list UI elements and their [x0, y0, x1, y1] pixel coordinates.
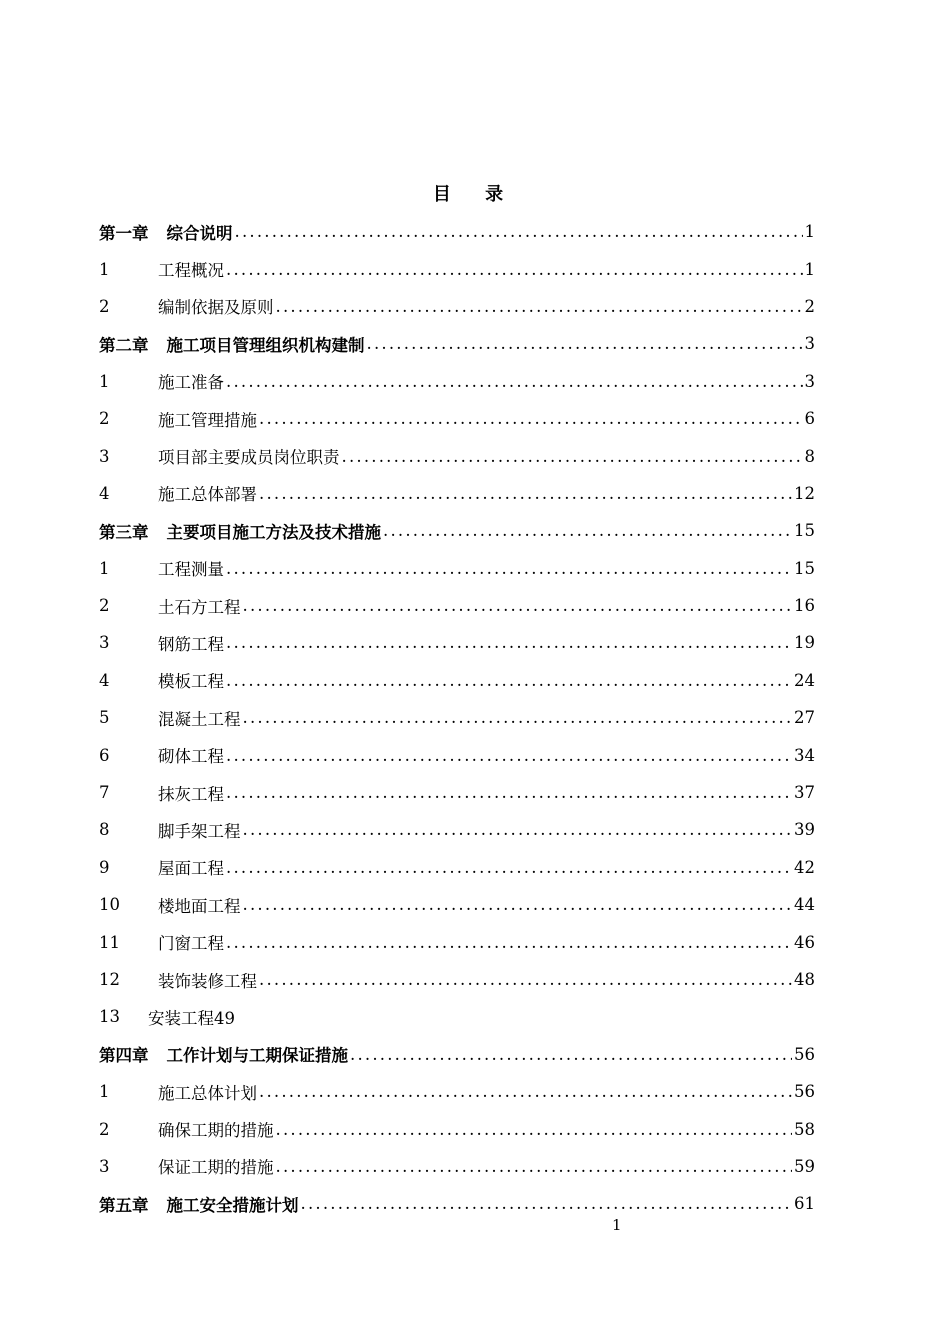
- toc-entry-label: 编制依据及原则: [158, 298, 274, 318]
- toc-entry[interactable]: [99, 624, 815, 661]
- toc-entry-page: 15: [794, 558, 815, 578]
- toc-entry-label: 模板工程: [158, 672, 224, 692]
- dot-leader: [226, 933, 792, 952]
- toc-entry-label: 装饰装修工程: [158, 971, 257, 991]
- toc-entry-label: 确保工期的措施: [158, 1121, 274, 1141]
- toc-entry[interactable]: [99, 998, 815, 1035]
- toc-entry-label: 施工安全措施计划: [166, 1195, 299, 1215]
- toc-entry-label: 安装工程49: [148, 1008, 235, 1028]
- toc-entry-page: 6: [804, 409, 815, 429]
- toc-entry-number: 第一章: [99, 223, 149, 243]
- page-number: 1: [612, 1216, 622, 1234]
- toc-entry[interactable]: [99, 363, 815, 400]
- toc-entry-page: 42: [794, 857, 815, 877]
- toc-entry-page: 2: [804, 296, 815, 316]
- toc-entry[interactable]: [99, 1110, 815, 1147]
- toc-entry-page: 39: [794, 820, 815, 840]
- toc-entry-number: 第二章: [99, 335, 149, 355]
- toc-entry-page: 3: [804, 334, 815, 354]
- toc-entry-page: 16: [794, 596, 815, 616]
- toc-entry-number: 第三章: [99, 522, 149, 542]
- toc-entry-page: 56: [794, 1082, 815, 1102]
- dot-leader: [243, 596, 793, 615]
- toc-entry-number: 3: [99, 446, 110, 466]
- toc-entry-label: 工作计划与工期保证措施: [166, 1046, 348, 1066]
- toc-entry-number: 11: [99, 932, 120, 952]
- toc-entry-page: 27: [794, 708, 815, 728]
- dot-leader: [226, 260, 803, 279]
- toc-entry-number: 3: [99, 633, 110, 653]
- toc-entry-number: 13: [99, 1007, 120, 1027]
- toc-entry-number: 3: [99, 1156, 110, 1176]
- toc-entry[interactable]: [99, 587, 815, 624]
- toc-entry-label: 施工准备: [158, 373, 224, 393]
- toc-entry-page: 48: [794, 970, 815, 989]
- toc-entry[interactable]: [99, 886, 815, 923]
- toc-entry-label: 砌体工程: [158, 747, 224, 767]
- dot-leader: [226, 559, 792, 578]
- toc-entry[interactable]: [99, 550, 815, 587]
- toc-entry[interactable]: [99, 774, 815, 811]
- toc-entry[interactable]: [99, 512, 815, 549]
- toc-entry[interactable]: [99, 437, 815, 474]
- toc-entry-page: 1: [804, 259, 815, 279]
- toc-entry-label: 工程概况: [158, 261, 224, 281]
- toc-entry[interactable]: [99, 1036, 815, 1073]
- toc-entry-number: 1: [99, 259, 110, 279]
- toc-entry-page: 3: [804, 371, 815, 391]
- dot-leader: [226, 858, 792, 877]
- dot-leader: [259, 409, 803, 428]
- toc-entry-page: 34: [794, 745, 815, 765]
- dot-leader: [367, 334, 803, 353]
- toc-entry[interactable]: [99, 288, 815, 325]
- toc-entry-page: 12: [794, 483, 815, 503]
- dot-leader: [301, 1194, 793, 1213]
- toc-entry[interactable]: [99, 699, 815, 736]
- toc-entry-label: 混凝土工程: [158, 709, 241, 729]
- toc-entry[interactable]: [99, 475, 815, 512]
- toc-entry-number: 5: [99, 708, 110, 728]
- dot-leader: [226, 372, 803, 391]
- toc-entry-number: 7: [99, 783, 110, 803]
- toc-entry-label: 保证工期的措施: [158, 1158, 274, 1178]
- toc-entry-page: 37: [794, 783, 815, 803]
- toc-entry-page: 56: [794, 1044, 815, 1064]
- toc-entry[interactable]: [99, 849, 815, 886]
- toc-entry-number: 10: [99, 895, 120, 915]
- toc-entry[interactable]: [99, 250, 815, 287]
- toc-entry-label: 主要项目施工方法及技术措施: [166, 522, 381, 542]
- dot-leader: [243, 708, 793, 727]
- toc-entry[interactable]: [99, 811, 815, 848]
- toc-entry-label: 钢筋工程: [158, 634, 224, 654]
- dot-leader: [383, 521, 792, 540]
- toc-entry-number: 1: [99, 371, 110, 391]
- toc-entry-page: 61: [794, 1194, 815, 1214]
- toc-entry-number: 1: [99, 1082, 110, 1102]
- dot-leader: [259, 484, 792, 503]
- toc-entry-page: 15: [794, 521, 815, 541]
- toc-entry-label: 脚手架工程: [158, 821, 241, 841]
- toc-entry-label: 施工项目管理组织机构建制: [166, 335, 365, 355]
- toc-entry-label: 项目部主要成员岗位职责: [158, 448, 340, 468]
- toc-entry-number: 4: [99, 483, 110, 503]
- toc-entry[interactable]: [99, 325, 815, 362]
- toc-entry-label: 土石方工程: [158, 597, 241, 617]
- toc-entry-number: 2: [99, 1119, 110, 1139]
- toc-entry[interactable]: [99, 1148, 815, 1185]
- dot-leader: [259, 970, 792, 989]
- toc-entry-page: 46: [794, 932, 815, 952]
- toc-entry-page: 58: [794, 1119, 815, 1139]
- toc-entry[interactable]: [99, 736, 815, 773]
- dot-leader: [276, 1120, 793, 1139]
- toc-entry-page: 1: [804, 222, 815, 242]
- toc-entry-page: 8: [804, 446, 815, 466]
- toc-entry[interactable]: [99, 961, 815, 998]
- dot-leader: [226, 783, 792, 802]
- toc-entry-label: 楼地面工程: [158, 896, 241, 916]
- toc-entry[interactable]: [99, 1185, 815, 1222]
- toc-entry-number: 第四章: [99, 1046, 149, 1066]
- toc-entry-number: 12: [99, 970, 120, 989]
- toc-entry[interactable]: [99, 213, 815, 250]
- dot-leader: [276, 297, 803, 316]
- toc-entry-label: 工程测量: [158, 560, 224, 580]
- toc-entry-label: 门窗工程: [158, 934, 224, 954]
- dot-leader: [226, 671, 792, 690]
- toc-entry-number: 1: [99, 558, 110, 578]
- toc-entry-label: 抹灰工程: [158, 784, 224, 804]
- toc-title: 目 录: [432, 184, 518, 205]
- toc-entry-number: 6: [99, 745, 110, 765]
- table-of-contents: [99, 213, 815, 1223]
- toc-entry-page: 44: [794, 895, 815, 915]
- toc-entry-number: 第五章: [99, 1195, 149, 1215]
- dot-leader: [259, 1082, 792, 1101]
- dot-leader: [226, 633, 792, 652]
- toc-entry-number: 9: [99, 857, 110, 877]
- dot-leader: [350, 1045, 792, 1064]
- toc-entry-label: 施工管理措施: [158, 410, 257, 430]
- toc-entry[interactable]: [99, 1073, 815, 1110]
- dot-leader: [226, 746, 792, 765]
- toc-entry-label: 综合说明: [166, 223, 233, 243]
- dot-leader: [276, 1157, 793, 1176]
- toc-entry-number: 2: [99, 596, 110, 616]
- dot-leader: [342, 447, 803, 466]
- toc-entry-number: 8: [99, 820, 110, 840]
- toc-entry-number: 2: [99, 409, 110, 429]
- dot-leader: [243, 895, 793, 914]
- toc-entry[interactable]: [99, 662, 815, 699]
- toc-entry-page: 19: [794, 633, 815, 653]
- toc-entry-page: 24: [794, 670, 815, 690]
- dot-leader: [243, 820, 793, 839]
- toc-entry-label: 屋面工程: [158, 859, 224, 879]
- toc-entry[interactable]: [99, 923, 815, 960]
- dot-leader: [235, 222, 803, 241]
- toc-entry-label: 施工总体部署: [158, 485, 257, 505]
- toc-entry-page: 59: [794, 1156, 815, 1176]
- toc-entry-label: 施工总体计划: [158, 1083, 257, 1103]
- toc-entry-number: 4: [99, 670, 110, 690]
- toc-entry-number: 2: [99, 296, 110, 316]
- toc-entry[interactable]: [99, 400, 815, 437]
